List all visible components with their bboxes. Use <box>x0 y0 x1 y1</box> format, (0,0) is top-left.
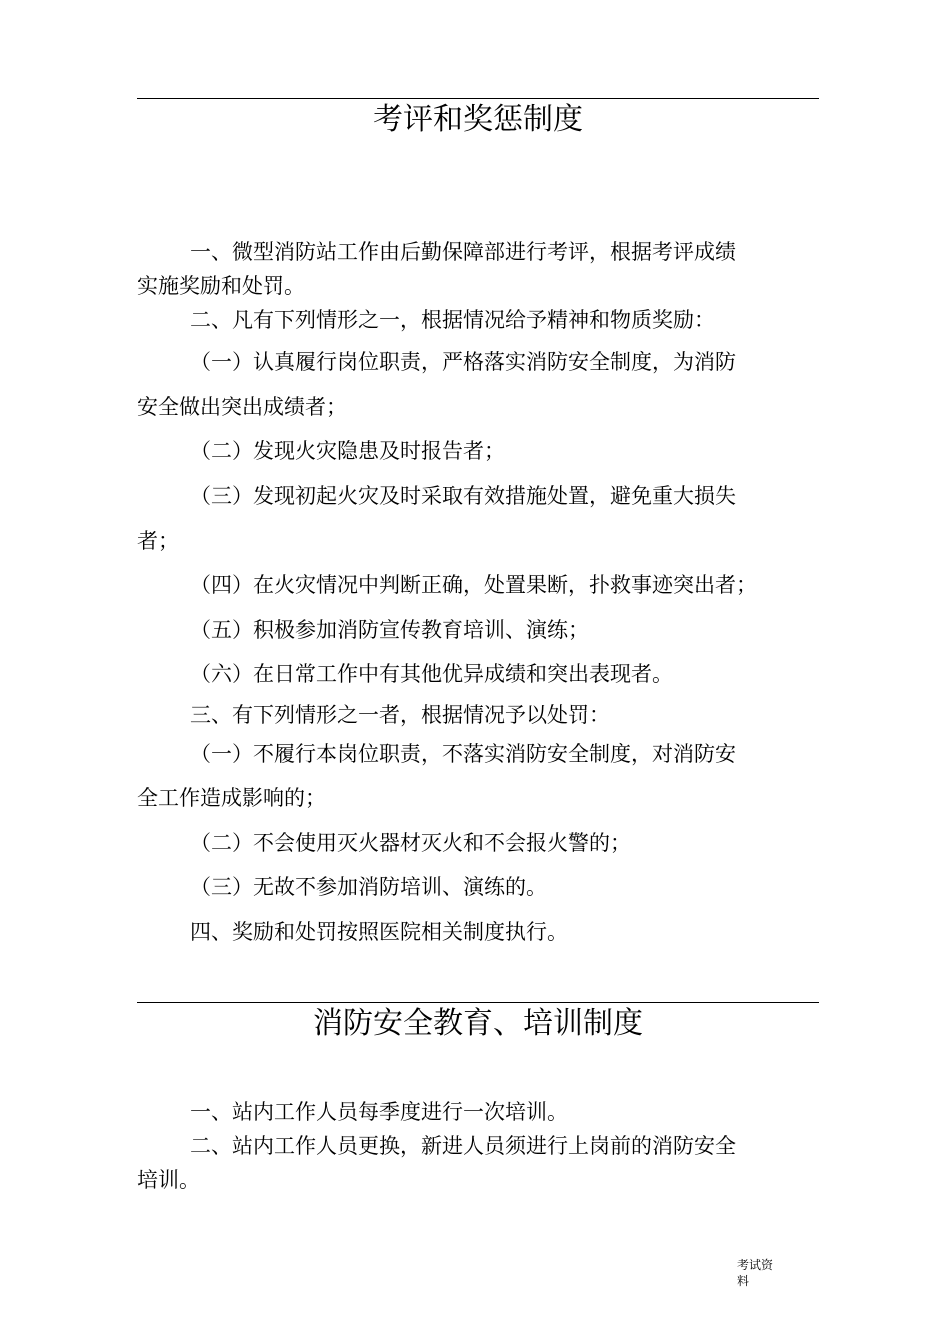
s1-line-8: 者； <box>137 529 179 553</box>
footer-line-2: 料 <box>737 1274 750 1288</box>
s1-line-16: （三）无故不参加消防培训、演练的。 <box>190 875 547 899</box>
s1-line-15: （二）不会使用灭火器材灭火和不会报火警的； <box>190 831 631 855</box>
s1-line-13: （一）不履行本岗位职责，不落实消防安全制度，对消防安 <box>190 742 736 766</box>
s1-line-10: （五）积极参加消防宣传教育培训、演练； <box>190 618 589 642</box>
s2-line-2: 二、站内工作人员更换，新进人员须进行上岗前的消防安全 <box>190 1134 736 1158</box>
top-rule-2 <box>137 1002 819 1003</box>
s1-line-7: （三）发现初起火灾及时采取有效措施处置，避免重大损失 <box>190 484 736 508</box>
s1-line-4: （一）认真履行岗位职责，严格落实消防安全制度，为消防 <box>190 350 736 374</box>
s1-line-5: 安全做出突出成绩者； <box>137 395 347 419</box>
footer-note <box>737 1257 773 1289</box>
top-rule-1 <box>137 98 819 99</box>
s1-line-2: 实施奖励和处罚。 <box>137 274 305 298</box>
s1-line-1: 一、微型消防站工作由后勤保障部进行考评，根据考评成绩 <box>190 240 736 264</box>
section1-title: 考评和奖惩制度 <box>373 102 583 137</box>
s1-line-11: （六）在日常工作中有其他优异成绩和突出表现者。 <box>190 662 673 686</box>
s1-line-6: （二）发现火灾隐患及时报告者； <box>190 439 505 463</box>
s1-line-9: （四）在火灾情况中判断正确，处置果断，扑救事迹突出者； <box>190 573 757 597</box>
section2-title: 消防安全教育、培训制度 <box>313 1006 643 1041</box>
footer-line-1: 考试资 <box>737 1258 774 1272</box>
s1-line-17: 四、奖励和处罚按照医院相关制度执行。 <box>190 920 568 944</box>
s1-line-14: 全工作造成影响的； <box>137 786 326 810</box>
s1-line-3: 二、凡有下列情形之一，根据情况给予精神和物质奖励： <box>190 308 715 332</box>
s2-line-3: 培训。 <box>137 1168 200 1192</box>
s2-line-1: 一、站内工作人员每季度进行一次培训。 <box>190 1100 568 1124</box>
s1-line-12: 三、有下列情形之一者，根据情况予以处罚： <box>190 703 610 727</box>
